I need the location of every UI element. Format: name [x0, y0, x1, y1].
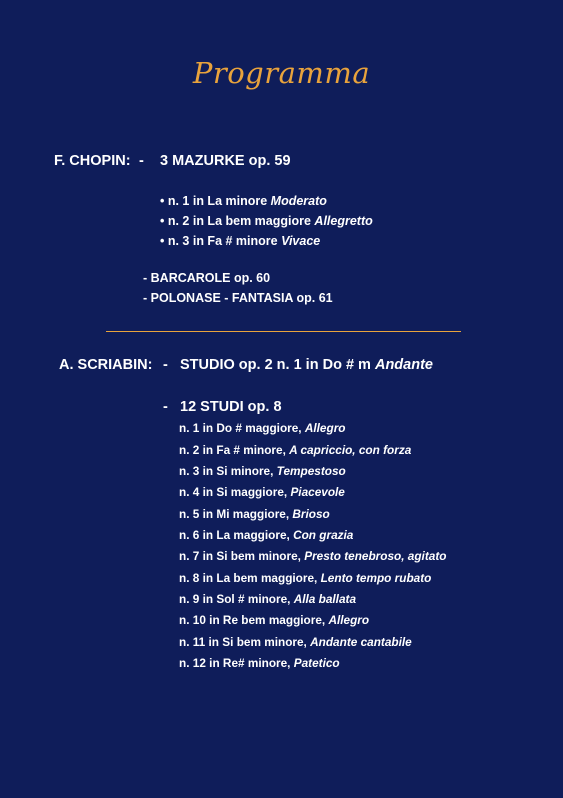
- tempo-marking: Presto tenebroso, agitato: [304, 549, 447, 563]
- chopin-barcarole: - BARCAROLE op. 60: [143, 271, 271, 285]
- chopin-dash: -: [139, 153, 144, 169]
- mazurka-item: • n. 3 in Fa # minore Vivace: [160, 234, 321, 248]
- mazurka-item: • n. 1 in La minore Moderato: [160, 194, 327, 208]
- studio-item: n. 8 in La bem maggiore, Lento tempo rubato: [179, 571, 432, 585]
- page-title: Programma: [192, 56, 371, 90]
- tempo-marking: A capriccio, con forza: [289, 443, 412, 457]
- tempo-marking: Andante: [374, 357, 433, 373]
- tempo-marking: Tempestoso: [276, 464, 346, 478]
- studio-item: n. 2 in Fa # minore, A capriccio, con forza: [179, 443, 412, 457]
- tempo-marking: Patetico: [293, 656, 340, 670]
- chopin-mazurke-title: 3 MAZURKE op. 59: [160, 153, 291, 169]
- studio-item: n. 11 in Si bem minore, Andante cantabile: [179, 635, 412, 649]
- studio-item: n. 3 in Si minore, Tempestoso: [179, 464, 346, 478]
- tempo-marking: Alla ballata: [293, 592, 357, 606]
- scriabin-studio-op2: STUDIO op. 2 n. 1 in Do # m Andante: [180, 357, 433, 373]
- tempo-marking: Brioso: [292, 507, 330, 521]
- tempo-marking: Andante cantabile: [310, 635, 412, 649]
- studio-item: n. 7 in Si bem minore, Presto tenebroso, agitato: [179, 549, 447, 563]
- tempo-marking: Allegro: [328, 613, 370, 627]
- tempo-marking: Con grazia: [293, 528, 354, 542]
- tempo-marking: Lento tempo rubato: [320, 571, 432, 585]
- studio-item: n. 9 in Sol # minore, Alla ballata: [179, 592, 357, 606]
- studio-item: n. 1 in Do # maggiore, Allegro: [179, 421, 346, 435]
- scriabin-composer: A. SCRIABIN:: [59, 357, 153, 373]
- studio-item: n. 5 in Mi maggiore, Brioso: [179, 507, 330, 521]
- scriabin-12-studi-title: 12 STUDI op. 8: [180, 399, 282, 415]
- tempo-marking: Allegro: [304, 421, 346, 435]
- tempo-marking: Piacevole: [290, 485, 345, 499]
- chopin-composer: F. CHOPIN:: [54, 153, 131, 169]
- scriabin-dash: -: [163, 357, 168, 373]
- studio-item: n. 10 in Re bem maggiore, Allegro: [179, 613, 370, 627]
- tempo-marking: Moderato: [270, 194, 327, 208]
- section-divider: [106, 331, 461, 332]
- studio-item: n. 6 in La maggiore, Con grazia: [179, 528, 354, 542]
- tempo-marking: Allegretto: [314, 214, 373, 228]
- tempo-marking: Vivace: [281, 234, 321, 248]
- studio-item: n. 12 in Re# minore, Patetico: [179, 656, 340, 670]
- studio-item: n. 4 in Si maggiore, Piacevole: [179, 485, 345, 499]
- mazurka-item: • n. 2 in La bem maggiore Allegretto: [160, 214, 373, 228]
- chopin-polonase-fantasia: - POLONASE - FANTASIA op. 61: [143, 291, 333, 305]
- scriabin-set-dash: -: [163, 399, 168, 415]
